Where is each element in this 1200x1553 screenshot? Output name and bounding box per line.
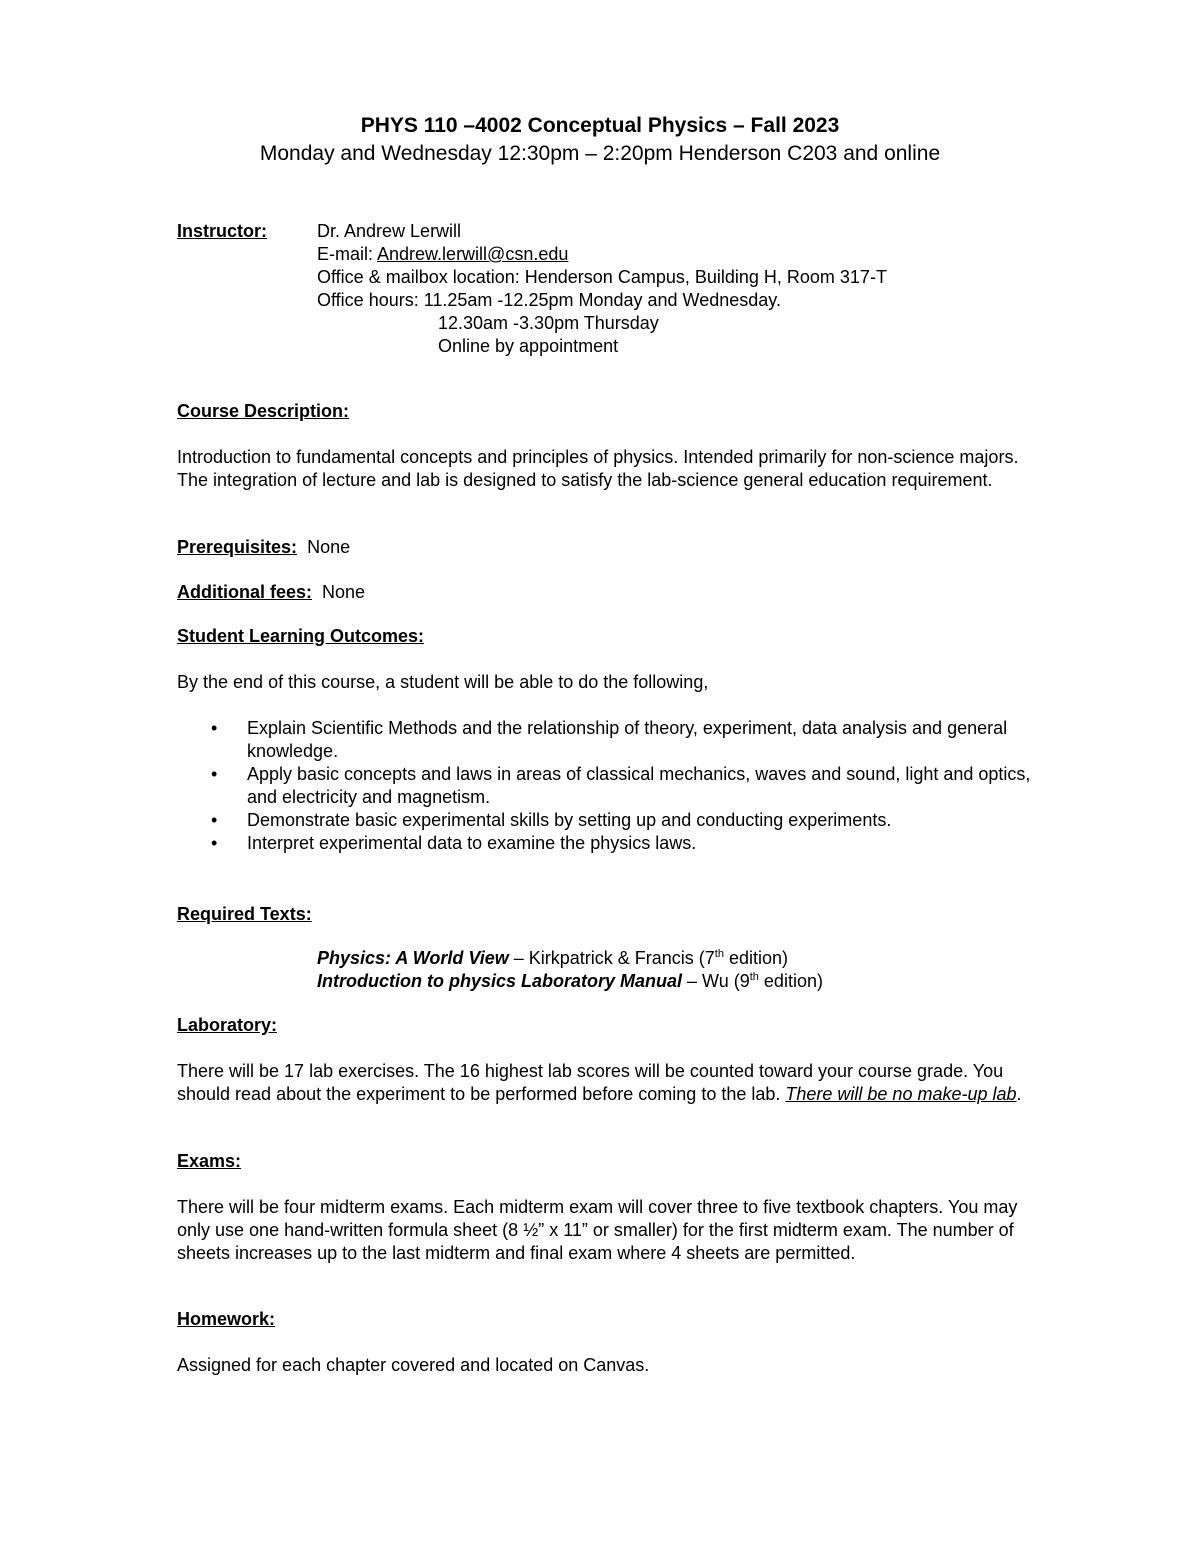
bullet-icon: • xyxy=(211,810,218,830)
required-texts-heading: Required Texts: xyxy=(177,904,312,924)
additional-fees-line xyxy=(177,581,365,604)
additional-fees-heading: Additional fees: xyxy=(177,582,313,602)
course-description-text: Introduction to fundamental concepts and principles of physics. Intended primarily for non-science majors. The integration of lecture and lab is designed to satisfy the lab-science general education requirement. xyxy=(177,447,1019,490)
bullet-icon: • xyxy=(211,718,218,738)
laboratory-heading: Laboratory: xyxy=(177,1015,278,1035)
instructor-email-line xyxy=(317,243,568,266)
list-item xyxy=(177,763,1037,809)
bullet-icon: • xyxy=(211,764,218,784)
list-item xyxy=(177,832,1037,855)
outcomes-heading: Student Learning Outcomes: xyxy=(177,626,425,646)
additional-fees-value: None xyxy=(322,582,366,602)
exams-text: There will be four midterm exams. Each midterm exam will cover three to five textbook chapters. You may only use one hand-written formula sheet (8 ½” x 11” or smaller) for the first midterm exam. The number of sheets increases up to the last midterm and final exam where 4 sheets are permitted. xyxy=(177,1197,1018,1263)
page-title: PHYS 110 –4002 Conceptual Physics – Fall 2023 xyxy=(360,114,840,137)
textbook-2-author: – Wu (9 xyxy=(682,971,750,991)
outcome-text: Apply basic concepts and laws in areas of classical mechanics, waves and sound, light and optics, and electricity and magnetism. xyxy=(247,764,1031,807)
laboratory-body: There will be 17 lab exercises. The 16 highest lab scores will be counted toward your course grade. You should read about the experiment to be performed before coming to the lab. xyxy=(177,1061,1004,1104)
outcome-text: Explain Scientific Methods and the relationship of theory, experiment, data analysis and general knowledge. xyxy=(247,718,1008,761)
office-hours: Office hours: 11.25am -12.25pm Monday and Wednesday. xyxy=(317,290,781,310)
instructor-heading: Instructor: xyxy=(177,221,267,241)
laboratory-text xyxy=(177,1060,1037,1106)
homework-text: Assigned for each chapter covered and located on Canvas. xyxy=(177,1355,650,1375)
outcome-text: Demonstrate basic experimental skills by setting up and conducting experiments. xyxy=(247,810,892,830)
outcomes-intro: By the end of this course, a student will be able to do the following, xyxy=(177,672,709,692)
office-location: Office & mailbox location: Henderson Campus, Building H, Room 317-T xyxy=(317,267,887,287)
office-hours-thursday: 12.30am -3.30pm Thursday xyxy=(438,313,659,333)
textbook-1-edition: edition) xyxy=(723,948,789,968)
bullet-icon: • xyxy=(211,833,218,853)
email-link[interactable]: Andrew.lerwill@csn.edu xyxy=(377,244,569,264)
outcome-text: Interpret experimental data to examine the physics laws. xyxy=(247,833,697,853)
course-description-heading: Course Description: xyxy=(177,401,350,421)
textbook-1-author: – Kirkpatrick & Francis (7 xyxy=(508,948,715,968)
homework-heading: Homework: xyxy=(177,1309,276,1329)
textbook-2-edition: edition) xyxy=(758,971,823,991)
instructor-name: Dr. Andrew Lerwill xyxy=(317,221,462,241)
exams-heading: Exams: xyxy=(177,1151,242,1171)
textbook-1-title: Physics: A World View xyxy=(317,948,509,968)
prerequisites-value: None xyxy=(307,537,351,557)
email-label: E-mail: xyxy=(317,244,378,264)
prerequisites-heading: Prerequisites: xyxy=(177,537,298,557)
list-item xyxy=(177,717,1037,763)
list-item xyxy=(177,809,1037,832)
laboratory-no-makeup: There will be no make-up lab xyxy=(785,1084,1017,1104)
office-hours-online: Online by appointment xyxy=(438,336,619,356)
outcomes-list xyxy=(177,717,1037,855)
textbook-2-title: Introduction to physics Laboratory Manual xyxy=(317,971,683,991)
prerequisites-line xyxy=(177,536,350,559)
textbook-1 xyxy=(317,947,788,970)
textbook-2 xyxy=(317,970,823,993)
laboratory-end: . xyxy=(1016,1084,1022,1104)
textbook-1-sup: th xyxy=(714,948,724,960)
page-subtitle: Monday and Wednesday 12:30pm – 2:20pm Henderson C203 and online xyxy=(259,142,941,165)
textbook-2-sup: th xyxy=(749,971,759,983)
